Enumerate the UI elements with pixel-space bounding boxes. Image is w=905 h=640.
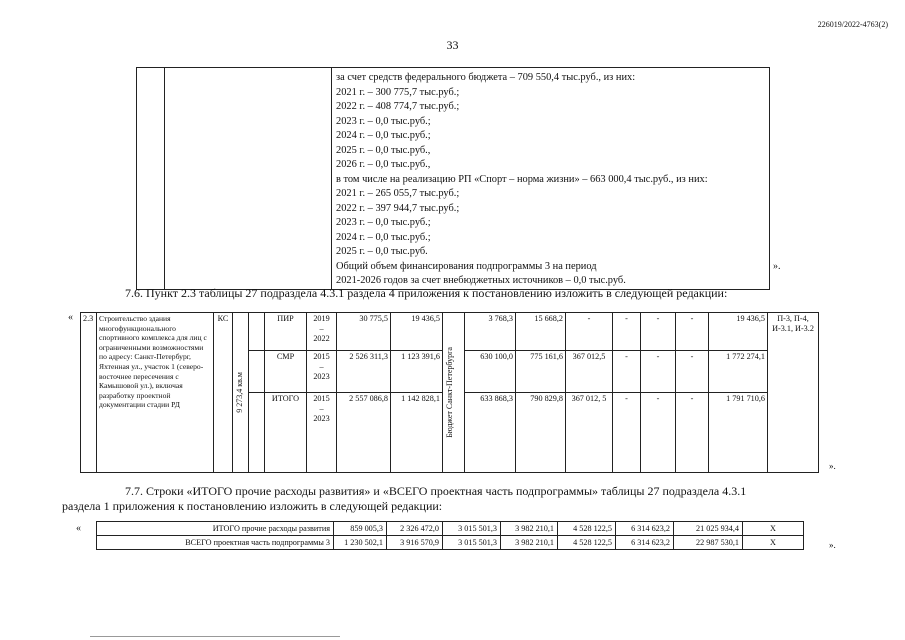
financing-line: 2022 г. – 408 774,7 тыс.руб.; bbox=[336, 101, 460, 112]
value-cell: 3 982 210,1 bbox=[501, 522, 558, 536]
value-cell: 6 314 623,2 bbox=[616, 536, 674, 550]
value-cell: 21 025 934,4 bbox=[674, 522, 743, 536]
period-dash: – bbox=[319, 404, 324, 413]
period-start: 2015 bbox=[313, 394, 330, 403]
period-cell bbox=[307, 351, 337, 393]
value-cell: 6 314 623,2 bbox=[616, 522, 674, 536]
empty-cell bbox=[249, 313, 265, 351]
close-quote: ». bbox=[829, 461, 836, 471]
financing-line: 2023 г. – 0,0 тыс.руб.; bbox=[336, 217, 431, 228]
empty-cell bbox=[249, 393, 265, 473]
source-cell bbox=[443, 313, 465, 473]
period-start: 2019 bbox=[313, 314, 330, 323]
value-cell: - bbox=[676, 313, 709, 351]
financing-line: за счет средств федерального бюджета – 709 550,4 тыс.руб., из них: bbox=[336, 72, 636, 83]
funding-source: Бюджет Санкт-Петербурга bbox=[445, 347, 454, 438]
financing-line: 2024 г. – 0,0 тыс.руб.; bbox=[336, 231, 431, 243]
value-cell: 1 142 828,1 bbox=[391, 393, 443, 473]
financing-line: 2021 г. – 265 055,7 тыс.руб.; bbox=[336, 188, 460, 199]
period-dash: – bbox=[319, 324, 324, 333]
value-cell: 633 868,3 bbox=[465, 393, 516, 473]
project-table bbox=[80, 312, 819, 473]
value-cell: 19 436,5 bbox=[391, 313, 443, 351]
financing-line: Общий объем финансирования подпрограммы 3 на период bbox=[336, 260, 597, 272]
value-cell: 1 123 391,6 bbox=[391, 351, 443, 393]
empty-cell bbox=[137, 68, 165, 290]
row-label: ВСЕГО проектная часть подпрограммы 3 bbox=[97, 536, 334, 550]
summary-table bbox=[96, 521, 804, 550]
financing-line: 2026 г. – 0,0 тыс.руб., bbox=[336, 159, 431, 170]
value-cell: 2 557 086,8 bbox=[337, 393, 391, 473]
financing-line: 2025 г. – 0,0 тыс.руб., bbox=[336, 144, 431, 156]
value-cell: 15 668,2 bbox=[516, 313, 566, 351]
capacity-cell bbox=[233, 313, 249, 473]
value-cell: - bbox=[566, 313, 613, 351]
financing-line: в том числе на реализацию РП «Спорт – норма жизни» – 663 000,4 тыс.руб., из них: bbox=[336, 173, 708, 185]
total-cell: 19 436,5 bbox=[709, 313, 768, 351]
value-cell: - bbox=[613, 393, 641, 473]
stage-label: СМР bbox=[265, 351, 307, 393]
value-cell: 4 528 122,5 bbox=[558, 536, 616, 550]
value-cell: - bbox=[613, 351, 641, 393]
row-number: 2.3 bbox=[81, 313, 97, 473]
open-quote: « bbox=[68, 312, 73, 323]
financing-line: 2022 г. – 397 944,7 тыс.руб.; bbox=[336, 202, 460, 214]
empty-cell bbox=[165, 68, 332, 290]
object-description: Строительство здания многофункционального спортивного комплекса для лиц с ограниченными возможностями по адресу: Санкт-Петербург, Яхтенная ул., участок 1 (северо-восточнее пересечения с Камышовой ул.), включая разработку проектной документации стадии РД bbox=[97, 313, 214, 473]
empty-cell bbox=[249, 351, 265, 393]
period-end: 2023 bbox=[313, 372, 330, 381]
value-cell: - bbox=[641, 313, 676, 351]
period-cell bbox=[307, 313, 337, 351]
value-cell: 1 230 502,1 bbox=[334, 536, 387, 550]
mark-cell: X bbox=[743, 536, 804, 550]
financing-line: 2023 г. – 0,0 тыс.руб.; bbox=[336, 115, 431, 127]
financing-lines bbox=[332, 68, 769, 289]
value-cell: 3 015 501,3 bbox=[443, 536, 501, 550]
period-end: 2022 bbox=[313, 334, 330, 343]
financing-line: 2025 г. – 0,0 тыс.руб. bbox=[336, 246, 428, 257]
document-number: 226019/2022-4763(2) bbox=[817, 20, 888, 29]
total-cell: 1 772 274,1 bbox=[709, 351, 768, 393]
period-cell bbox=[307, 393, 337, 473]
section-7-7-text-line1: 7.7. Строки «ИТОГО прочие расходы развития» и «ВСЕГО проектная часть подпрограммы» таблицы 27 подраздела 4.3.1 bbox=[125, 484, 747, 498]
value-cell: - bbox=[641, 351, 676, 393]
financing-line: 2021 г. – 300 775,7 тыс.руб.; bbox=[336, 86, 460, 98]
value-cell: 30 775,5 bbox=[337, 313, 391, 351]
stage-label: ПИР bbox=[265, 313, 307, 351]
section-7-7-text-line2: раздела 1 приложения к постановлению изложить в следующей редакции: bbox=[62, 499, 443, 513]
total-cell: 1 791 710,6 bbox=[709, 393, 768, 473]
financing-line: 2024 г. – 0,0 тыс.руб.; bbox=[336, 130, 431, 141]
financing-cell bbox=[332, 68, 770, 290]
closing-mark: ». bbox=[773, 261, 781, 272]
mark-cell: X bbox=[743, 522, 804, 536]
value-cell: 367 012, 5 bbox=[566, 393, 613, 473]
value-cell: - bbox=[613, 313, 641, 351]
capacity-value: 9 273,4 кв.м bbox=[235, 372, 244, 413]
value-cell: - bbox=[676, 351, 709, 393]
value-cell: 859 005,3 bbox=[334, 522, 387, 536]
indicator-refs: П-3, П-4, И-3.1, И-3.2 bbox=[768, 313, 819, 473]
value-cell: 790 829,8 bbox=[516, 393, 566, 473]
period-dash: – bbox=[319, 362, 324, 371]
value-cell: 367 012,5 bbox=[566, 351, 613, 393]
object-type: КС bbox=[214, 313, 233, 473]
footer-divider bbox=[90, 636, 340, 637]
page-number: 33 bbox=[446, 38, 459, 52]
period-start: 2015 bbox=[313, 352, 330, 361]
value-cell: 2 326 472,0 bbox=[387, 522, 443, 536]
value-cell: 3 916 570,9 bbox=[387, 536, 443, 550]
value-cell: 775 161,6 bbox=[516, 351, 566, 393]
value-cell: 22 987 530,1 bbox=[674, 536, 743, 550]
value-cell: 3 015 501,3 bbox=[443, 522, 501, 536]
open-quote: « bbox=[76, 523, 81, 534]
table-row bbox=[97, 522, 804, 536]
table-row bbox=[97, 536, 804, 550]
value-cell: 2 526 311,3 bbox=[337, 351, 391, 393]
close-quote: ». bbox=[829, 540, 836, 550]
stage-label: ИТОГО bbox=[265, 393, 307, 473]
period-end: 2023 bbox=[313, 414, 330, 423]
value-cell: 4 528 122,5 bbox=[558, 522, 616, 536]
row-label: ИТОГО прочие расходы развития bbox=[97, 522, 334, 536]
value-cell: 630 100,0 bbox=[465, 351, 516, 393]
financing-line: 2021-2026 годов за счет внебюджетных источников – 0,0 тыс.руб. bbox=[336, 275, 626, 286]
value-cell: - bbox=[641, 393, 676, 473]
value-cell: 3 768,3 bbox=[465, 313, 516, 351]
section-7-6-text: 7.6. Пункт 2.3 таблицы 27 подраздела 4.3.1 раздела 4 приложения к постановлению изложить в следующей редакции: bbox=[125, 286, 728, 300]
value-cell: 3 982 210,1 bbox=[501, 536, 558, 550]
value-cell: - bbox=[676, 393, 709, 473]
continuation-table bbox=[136, 67, 770, 290]
